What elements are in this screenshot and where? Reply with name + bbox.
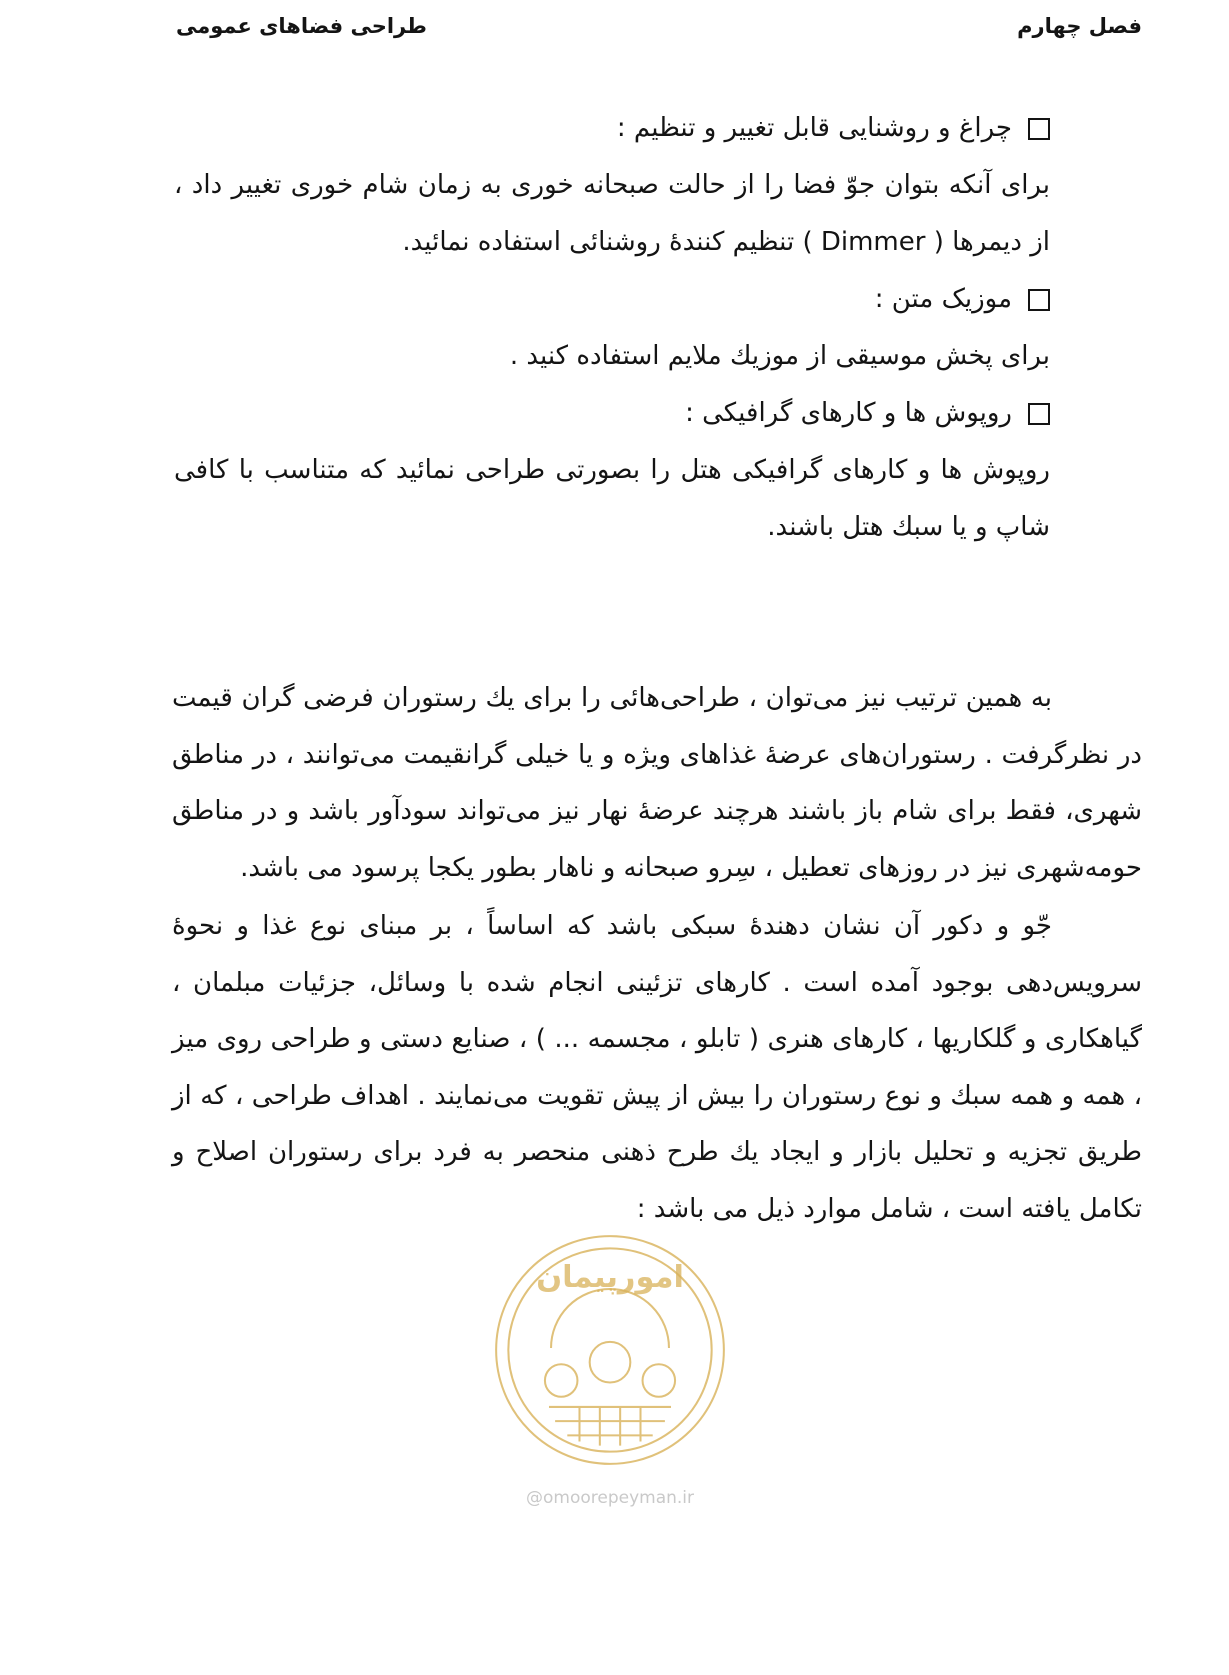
chapter-label: فصل چهارم xyxy=(1017,14,1142,38)
bullet-body: برای پخش موسیقی از موزیك ملایم استفاده کنید . xyxy=(509,341,1050,371)
watermark-url: @omoorepeyman.ir xyxy=(525,1488,695,1508)
bullet-heading: روپوش ها و کارهای گرافیکی : xyxy=(685,398,1012,428)
checkbox-bullet-icon xyxy=(1028,403,1050,425)
bullet-item xyxy=(174,271,1050,385)
checkbox-bullet-icon xyxy=(1028,289,1050,311)
page-header xyxy=(176,6,1142,46)
bullet-heading: چراغ و روشنایی قابل تغییر و تنظیم : xyxy=(616,113,1012,143)
bullet-item xyxy=(174,100,1050,271)
watermark xyxy=(488,1228,732,1528)
bullet-body: روپوش ها و کارهای گرافیکی هتل را بصورتی طراحی نمائید که متناسب با کافی شاپ و یا سبك هتل باشند. xyxy=(174,455,1050,542)
body-text xyxy=(172,670,1142,1239)
bullet-body: برای آنکه بتوان جوّ فضا را از حالت صبحانه خوری به زمان شام خوری تغییر داد ، از دیمرها ( Dimmer ) تنظیم کنندهٔ روشنائی استفاده نمائید. xyxy=(174,170,1050,257)
bullet-heading: موزیک متن : xyxy=(874,284,1012,314)
bullet-list xyxy=(174,100,1050,556)
watermark-logo-icon xyxy=(488,1228,732,1472)
checkbox-bullet-icon xyxy=(1028,118,1050,140)
paragraph: به همین ترتیب نیز می‌توان ، طراحی‌هائی را برای یك رستوران فرضی گران قیمت در نظرگرفت . رستوران‌های عرضهٔ غذاهای ویژه و یا خیلی گرانقیمت می‌توانند ، در مناطق شهری، فقط برای شام باز باشند هرچند عرضهٔ نهار نیز می‌تواند سودآور باشد و در مناطق حومه‌شهری نیز در روزهای تعطیل ، سِرو صبحانه و ناهار بطور یکجا پرسود می باشد. xyxy=(172,683,1142,883)
book-title: طراحی فضاهای عمومی xyxy=(176,14,427,38)
paragraph: جّو و دکور آن نشان دهندهٔ سبکی باشد که اساساً ، بر مبنای نوع غذا و نحوهٔ سرویس‌دهی بوجود آمده است . کارهای تزئینی انجام شده با وسائل، جزئیات مبلمان ، گیاهکاری و گلکاریها ، کارهای هنری ( تابلو ، مجسمه ... ) ، صنایع دستی و طراحی روی میز ، همه و همه سبك و نوع رستوران را بیش از پیش تقویت می‌نمایند . اهداف طراحی ، که از طریق تجزیه و تحلیل بازار و ایجاد یك طرح ذهنی منحصر به فرد برای رستوران اصلاح و تکامل یافته است ، شامل موارد ذیل می باشد : xyxy=(172,911,1142,1224)
watermark-logo-text: امورپیمان xyxy=(536,1259,684,1295)
bullet-item xyxy=(174,385,1050,556)
